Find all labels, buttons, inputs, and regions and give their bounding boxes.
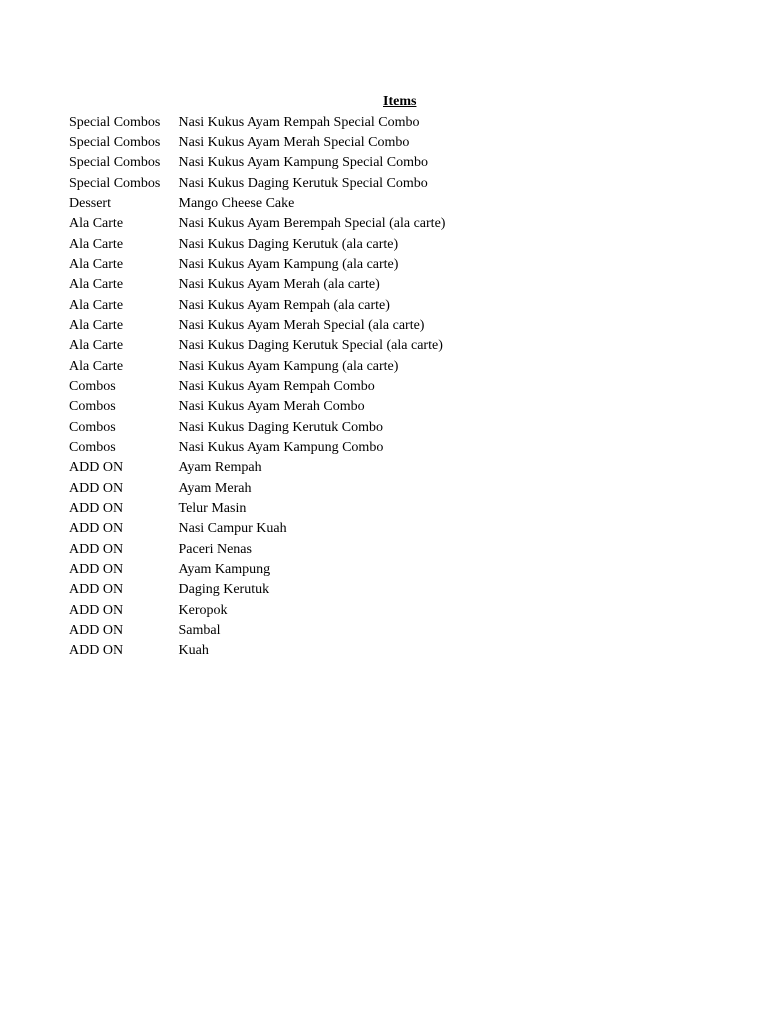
- category-cell: Special Combos: [69, 175, 161, 191]
- category-cell: Combos: [69, 419, 116, 435]
- category-cell: ADD ON: [69, 501, 124, 517]
- item-name-cell: Nasi Kukus Ayam Kampung Combo: [178, 440, 384, 455]
- item-name-cell: Nasi Kukus Ayam Merah Special (ala carte): [178, 317, 425, 333]
- category-cell: ADD ON: [69, 521, 124, 537]
- item-name-cell: Keropok: [178, 602, 228, 618]
- item-name-cell: Ayam Kampung: [178, 562, 271, 578]
- category-cell: Combos: [69, 440, 116, 455]
- category-cell: ADD ON: [69, 602, 124, 618]
- category-cell: Ala Carte: [69, 277, 124, 293]
- category-cell: ADD ON: [69, 643, 124, 659]
- item-name-cell: Nasi Kukus Daging Kerutuk Special Combo: [178, 175, 428, 191]
- item-name-cell: Nasi Kukus Ayam Kampung Special Combo: [178, 155, 429, 171]
- item-name-cell: Kuah: [178, 643, 209, 659]
- item-name-cell: Nasi Kukus Ayam Rempah Combo: [178, 378, 375, 394]
- item-name-cell: Nasi Kukus Ayam Kampung (ala carte): [178, 358, 399, 374]
- category-cell: Ala Carte: [69, 297, 124, 313]
- category-cell: Combos: [69, 378, 116, 394]
- category-cell: Special Combos: [69, 114, 161, 130]
- category-cell: Ala Carte: [69, 338, 124, 354]
- item-name-cell: Mango Cheese Cake: [178, 195, 295, 211]
- category-cell: Ala Carte: [69, 236, 124, 252]
- item-name-cell: Nasi Kukus Daging Kerutuk Special (ala carte): [178, 338, 443, 354]
- category-cell: ADD ON: [69, 541, 124, 557]
- item-name-cell: Nasi Kukus Daging Kerutuk Combo: [178, 419, 384, 435]
- category-cell: Combos: [69, 399, 116, 415]
- category-cell: Ala Carte: [69, 358, 124, 374]
- category-cell: Special Combos: [69, 155, 161, 171]
- category-cell: Dessert: [69, 195, 111, 211]
- item-name-cell: Nasi Kukus Daging Kerutuk (ala carte): [178, 236, 399, 252]
- item-name-cell: Nasi Kukus Ayam Merah Combo: [178, 399, 365, 415]
- item-name-cell: Nasi Kukus Ayam Rempah (ala carte): [178, 297, 390, 313]
- item-name-cell: Nasi Kukus Ayam Merah (ala carte): [178, 277, 380, 293]
- category-cell: Special Combos: [69, 134, 161, 150]
- item-name-cell: Nasi Kukus Ayam Berempah Special (ala carte): [178, 216, 446, 232]
- item-name-cell: Telur Masin: [178, 501, 247, 517]
- category-cell: ADD ON: [69, 562, 124, 578]
- item-name-cell: Ayam Rempah: [178, 460, 262, 476]
- item-name-cell: Paceri Nenas: [178, 541, 252, 557]
- items-column-header: Items: [383, 94, 417, 109]
- item-name-cell: Nasi Kukus Ayam Merah Special Combo: [178, 134, 410, 150]
- category-cell: ADD ON: [69, 623, 124, 639]
- category-cell: ADD ON: [69, 480, 124, 496]
- category-cell: Ala Carte: [69, 317, 124, 333]
- item-name-cell: Nasi Kukus Ayam Kampung (ala carte): [178, 256, 399, 272]
- category-cell: ADD ON: [69, 460, 124, 476]
- category-cell: ADD ON: [69, 582, 124, 598]
- item-name-cell: Nasi Kukus Ayam Rempah Special Combo: [178, 114, 420, 130]
- category-cell: Ala Carte: [69, 256, 124, 272]
- item-name-cell: Ayam Merah: [178, 480, 252, 496]
- category-cell: Ala Carte: [69, 216, 124, 232]
- item-name-cell: Nasi Campur Kuah: [178, 521, 287, 537]
- item-name-cell: Sambal: [178, 623, 221, 639]
- item-name-cell: Daging Kerutuk: [178, 582, 270, 598]
